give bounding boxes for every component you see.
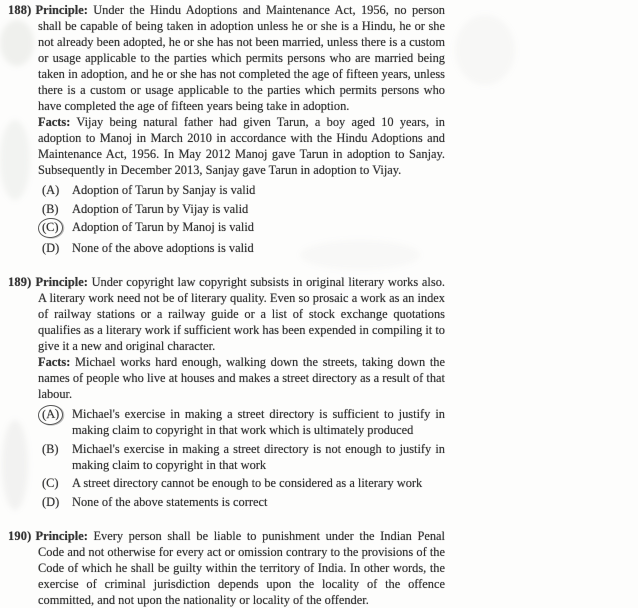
option-text: Michael's exercise in making a street directory is not enough to justify in making claim to copyright in that work	[72, 441, 445, 472]
principle-label: Principle:	[35, 275, 88, 289]
facts-label: Facts:	[38, 115, 71, 129]
option-text: Adoption of Tarun by Vijay is valid	[72, 201, 249, 216]
exam-page	[8, 2, 445, 608]
principle-label: Principle:	[35, 528, 88, 543]
facts-paragraph	[8, 114, 445, 178]
option-text: Adoption of Tarun by Manoj is valid	[72, 220, 254, 234]
option-row-c	[8, 219, 445, 238]
option-letter	[42, 494, 72, 510]
options-list	[8, 182, 445, 256]
facts-paragraph	[8, 354, 445, 402]
option-letter-text: (B)	[42, 201, 59, 216]
option-letter-text: (B)	[42, 441, 59, 456]
principle-text: Every person shall be liable to punishment under the Indian Penal Code and not otherwise for every act or omission contrary to the provisions of the Code of which he shall be guilty within the territory of India. In other words, the exercise of criminal jurisdiction depends upon the locality of the offence committed, and not upon the nationality or locality of the offender.	[38, 528, 445, 607]
principle-text: Under the Hindu Adoptions and Maintenance Act, 1956, no person shall be capable of being taken in adoption unless he or she is a Hindu, he or she not already been adopted, he or she has not been married, unless there is a custom or usage applicable to the parties which permits persons who are married being taken in adoption, and he or she has not completed the age of fifteen years, unless there is a custom or usage applicable to the parties which permits persons who have completed the age of fifteen years being take in adoption.	[38, 3, 445, 113]
option-row-b	[8, 201, 445, 217]
option-text: Michael's exercise in making a street directory is sufficient to justify in making claim to copyright in that work which is ultimately produced	[72, 407, 445, 437]
principle-paragraph	[8, 274, 445, 354]
option-row-a	[8, 406, 445, 438]
option-letter-text: (A)	[37, 404, 64, 425]
option-row-b	[8, 441, 445, 473]
option-letter-text: (D)	[42, 494, 60, 509]
option-letter-text: (D)	[42, 241, 60, 255]
option-letter-text: (A)	[42, 183, 60, 197]
option-letter	[42, 475, 72, 491]
option-row-d	[8, 240, 445, 256]
option-letter-text: (C)	[37, 217, 63, 238]
option-letter-text: (C)	[42, 476, 59, 490]
facts-text: Michael works hard enough, walking down the streets, taking down the names of people who live at houses and makes a street directory as a result of that labour.	[38, 355, 445, 401]
option-letter	[42, 441, 72, 473]
option-letter-answer-circle	[42, 219, 72, 238]
question-190	[8, 528, 445, 608]
option-text: A street directory cannot be enough to be considered as a literary work	[72, 476, 423, 490]
option-text: Adoption of Tarun by Sanjay is valid	[72, 183, 256, 197]
option-row-c	[8, 475, 445, 491]
option-row-d	[8, 494, 445, 510]
principle-text: Under copyright law copyright subsists in original literary works also. A literary work need not be of literary quality. Even so prosaic a work as an index of railway stations or a railway guide or a list of stock exchange quotations qualifies as a literary work if sufficient work has been expended in compiling it to give it a new and original character.	[38, 275, 445, 353]
options-list	[8, 406, 445, 510]
option-letter	[42, 240, 72, 256]
question-188	[8, 2, 445, 256]
question-number: 188)	[8, 3, 32, 17]
option-text: None of the above statements is correct	[72, 494, 268, 509]
question-number: 190)	[8, 528, 32, 543]
option-row-a	[8, 182, 445, 198]
option-letter	[42, 201, 72, 217]
option-letter-answer-circle	[42, 406, 72, 438]
option-text: None of the above adoptions is valid	[72, 241, 254, 255]
principle-paragraph	[8, 2, 445, 114]
facts-label: Facts:	[38, 355, 71, 369]
principle-label: Principle:	[35, 3, 88, 17]
scan-bleedthrough-smudge	[455, 15, 515, 85]
facts-text: Vijay being natural father had given Tarun, a boy aged 10 years, in adoption to Manoj in March 2010 in accordance with the Hindu Adoptions and Maintenance Act, 1956. In May 2012 Manoj gave Tarun in adoption to Sanjay. Subsequently in December 2013, Sanjay gave Tarun in adoption to Vijay.	[38, 115, 445, 177]
option-letter	[42, 182, 72, 198]
question-189	[8, 274, 445, 510]
question-number: 189)	[8, 275, 32, 289]
principle-paragraph	[8, 528, 445, 608]
